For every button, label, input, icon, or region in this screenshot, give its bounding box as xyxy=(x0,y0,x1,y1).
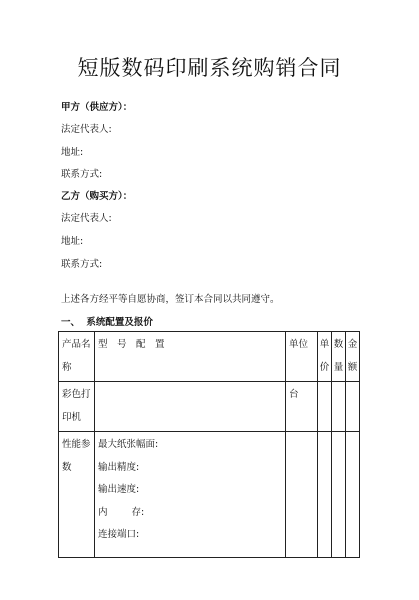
param-ports: 连接端口: xyxy=(98,529,140,540)
cell-unit-price xyxy=(318,432,332,558)
cell-quantity xyxy=(332,432,346,558)
cell-unit-price xyxy=(318,382,332,432)
table-header-row xyxy=(59,332,360,382)
configuration-table xyxy=(58,331,360,558)
table-row xyxy=(59,432,360,558)
param-memory-b: 存: xyxy=(131,506,145,518)
cell-product-name: 彩色打印机 xyxy=(59,382,95,432)
party-a-representative: 法定代表人: xyxy=(61,124,112,135)
cell-amount xyxy=(346,382,360,432)
party-b-representative: 法定代表人: xyxy=(61,213,112,224)
party-b-heading: 乙方（购买方）： xyxy=(61,191,133,202)
party-a-address: 地址: xyxy=(61,147,84,158)
header-amount: 金额 xyxy=(346,332,360,382)
section-title: 系统配置及报价 xyxy=(86,317,153,328)
document-title: 短版数码印刷系统购销合同 xyxy=(77,56,342,80)
cell-quantity xyxy=(332,382,346,432)
party-a-heading: 甲方（供应方）： xyxy=(61,102,133,113)
section-heading xyxy=(61,314,153,328)
header-product-name: 产品名称 xyxy=(59,332,95,382)
header-model-config: 型 号 配 置 xyxy=(95,332,286,382)
party-a-contact: 联系方式: xyxy=(61,169,103,180)
header-unit: 单位 xyxy=(286,332,318,382)
table-row xyxy=(59,382,360,432)
param-memory-a: 内 xyxy=(98,506,108,518)
param-speed: 输出速度: xyxy=(98,484,140,495)
cell-model xyxy=(95,382,286,432)
cell-performance-params-label: 性能参数 xyxy=(59,432,95,558)
cell-unit xyxy=(286,432,318,558)
param-memory xyxy=(98,502,282,525)
cell-performance-params xyxy=(95,432,286,558)
param-max-paper: 最大纸张幅面: xyxy=(98,439,159,450)
param-precision: 输出精度: xyxy=(98,461,140,473)
cell-unit: 台 xyxy=(286,382,318,432)
cell-amount xyxy=(346,432,360,558)
section-number: 一、 xyxy=(61,317,81,328)
header-unit-price: 单价 xyxy=(318,332,332,382)
header-quantity: 数量 xyxy=(332,332,346,382)
agreement-statement: 上述各方经平等自愿协商，签订本合同以共同遵守。 xyxy=(61,294,280,305)
party-b-contact: 联系方式: xyxy=(61,259,103,270)
party-b-address: 地址: xyxy=(61,236,84,247)
